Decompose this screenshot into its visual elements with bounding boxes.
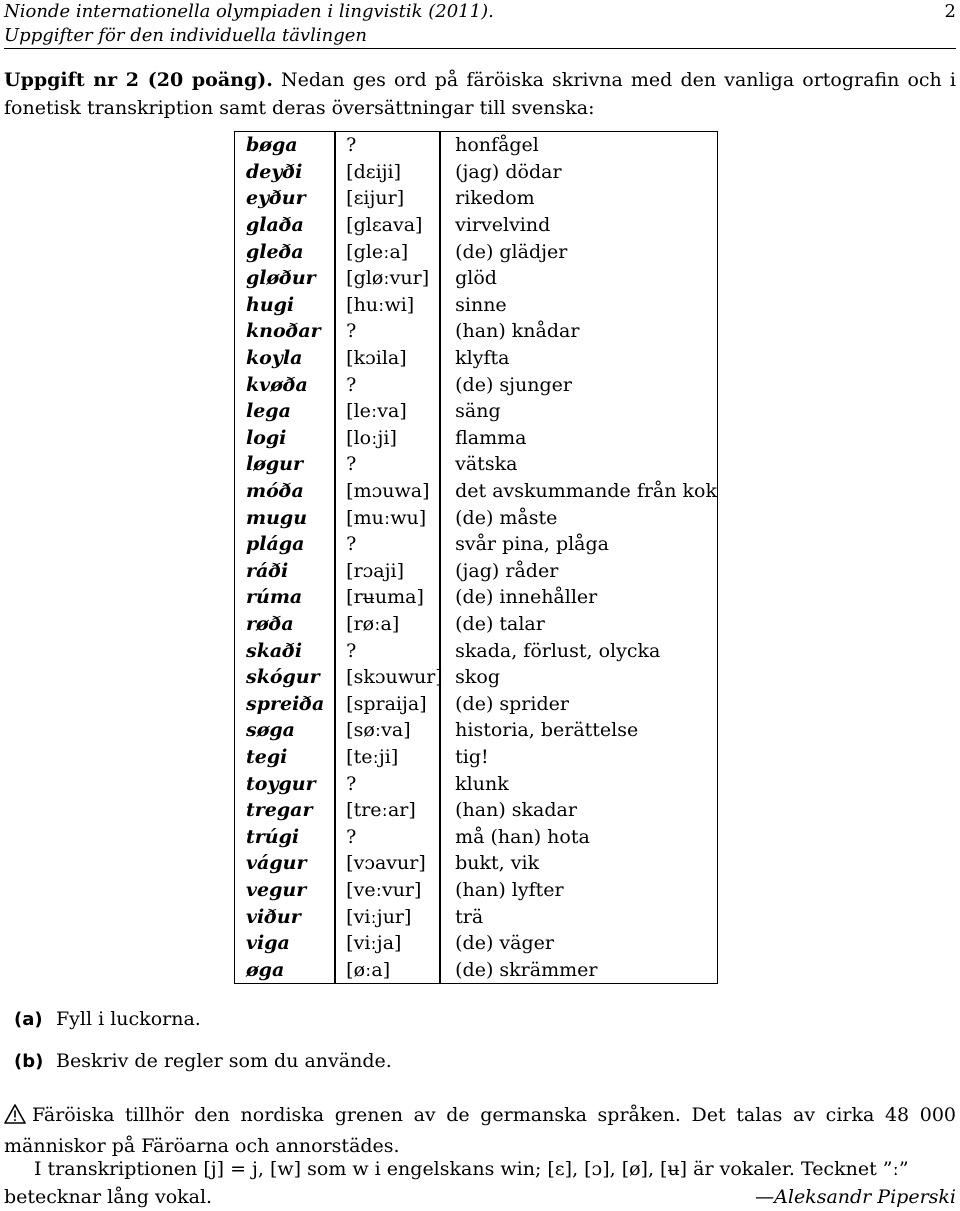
word-row bbox=[235, 185, 717, 212]
faroese-word: hugi bbox=[246, 293, 295, 316]
swedish-translation: (de) sprider bbox=[455, 692, 569, 715]
word-row bbox=[235, 212, 717, 239]
word-row bbox=[235, 584, 717, 611]
swedish-translation: rikedom bbox=[455, 187, 535, 210]
question-b-text: Beskriv de regler som du använde. bbox=[56, 1050, 392, 1072]
swedish-translation: säng bbox=[455, 400, 501, 423]
swedish-translation: må (han) hota bbox=[455, 825, 590, 848]
phonetic-transcription: [gleːa] bbox=[346, 240, 409, 263]
question-a-text: Fyll i luckorna. bbox=[56, 1008, 201, 1030]
faroese-word: bøga bbox=[246, 134, 298, 157]
swedish-translation: (de) talar bbox=[455, 612, 545, 635]
faroese-word: tregar bbox=[246, 799, 313, 822]
faroese-word: tegi bbox=[246, 745, 288, 768]
phonetic-transcription: [mɔuwa] bbox=[346, 480, 430, 503]
word-table-body bbox=[235, 132, 717, 983]
swedish-translation: (de) skrämmer bbox=[455, 958, 598, 981]
task-text: Nedan ges ord på färöiska skrivna med den vanliga ortografin och i fonetisk transkription samt deras översättningar till svenska: bbox=[4, 69, 956, 119]
task-intro bbox=[4, 66, 956, 122]
phonetic-transcription: [treːar] bbox=[346, 799, 416, 822]
phonetic-transcription: [kɔila] bbox=[346, 347, 407, 370]
phonetic-transcription: [muːwu] bbox=[346, 506, 427, 529]
faroese-word: lega bbox=[246, 400, 291, 423]
phonetic-transcription: [veːvur] bbox=[346, 878, 422, 901]
word-row bbox=[235, 717, 717, 744]
word-row bbox=[235, 611, 717, 638]
phonetic-transcription: ? bbox=[346, 134, 357, 157]
question-a bbox=[14, 1008, 201, 1030]
word-row bbox=[235, 531, 717, 558]
faroese-word: eyður bbox=[246, 187, 306, 210]
header-line-2: Uppgifter för den individuella tävlingen bbox=[4, 25, 367, 46]
swedish-translation: sinne bbox=[455, 293, 507, 316]
swedish-translation: (han) lyfter bbox=[455, 878, 564, 901]
phonetic-transcription: [spraija] bbox=[346, 692, 427, 715]
task-label: Uppgift nr 2 (20 poäng). bbox=[4, 69, 273, 91]
swedish-translation: flamma bbox=[455, 426, 527, 449]
header-divider bbox=[4, 48, 956, 49]
word-row bbox=[235, 877, 717, 904]
phonetic-transcription: [gløːvur] bbox=[346, 267, 430, 290]
phonetic-transcription: ? bbox=[346, 453, 357, 476]
word-row bbox=[235, 132, 717, 159]
word-row bbox=[235, 823, 717, 850]
faroese-word: skógur bbox=[246, 666, 320, 689]
faroese-word: logi bbox=[246, 426, 287, 449]
faroese-word: rúma bbox=[246, 586, 303, 609]
word-row bbox=[235, 398, 717, 425]
note-paragraph-1 bbox=[4, 1101, 956, 1160]
swedish-translation: det avskummande från kok bbox=[455, 480, 717, 503]
word-row bbox=[235, 797, 717, 824]
phonetic-transcription: [teːji] bbox=[346, 745, 399, 768]
phonetic-transcription: ? bbox=[346, 772, 357, 795]
word-row bbox=[235, 770, 717, 797]
faroese-word: móða bbox=[246, 480, 304, 503]
faroese-word: viður bbox=[246, 905, 301, 928]
swedish-translation: (jag) råder bbox=[455, 559, 559, 582]
word-row bbox=[235, 451, 717, 478]
phonetic-transcription: [ɛijur] bbox=[346, 187, 405, 210]
faroese-word: plága bbox=[246, 533, 305, 556]
word-row bbox=[235, 478, 717, 505]
phonetic-transcription: [rʉuma] bbox=[346, 586, 424, 609]
word-row bbox=[235, 744, 717, 771]
swedish-translation: klyfta bbox=[455, 347, 510, 370]
phonetic-transcription: ? bbox=[346, 825, 357, 848]
swedish-translation: historia, berättelse bbox=[455, 719, 639, 742]
phonetic-transcription: [røːa] bbox=[346, 612, 400, 635]
note-paragraph-2 bbox=[4, 1155, 956, 1211]
swedish-translation: bukt, vik bbox=[455, 852, 540, 875]
swedish-translation: honfågel bbox=[455, 134, 539, 157]
phonetic-transcription: [skɔuwur] bbox=[346, 666, 443, 689]
faroese-word: mugu bbox=[246, 506, 308, 529]
phonetic-transcription: [rɔaji] bbox=[346, 559, 405, 582]
phonetic-transcription: [viːjur] bbox=[346, 905, 412, 928]
word-row bbox=[235, 956, 717, 983]
word-row bbox=[235, 637, 717, 664]
swedish-translation: (de) glädjer bbox=[455, 240, 568, 263]
phonetic-transcription: ? bbox=[346, 320, 357, 343]
swedish-translation: (de) innehåller bbox=[455, 586, 598, 609]
phonetic-transcription: [loːji] bbox=[346, 426, 397, 449]
faroese-word: koyla bbox=[246, 347, 303, 370]
swedish-translation: (de) väger bbox=[455, 932, 554, 955]
word-row bbox=[235, 930, 717, 957]
word-row bbox=[235, 664, 717, 691]
question-b bbox=[14, 1050, 392, 1072]
word-table bbox=[234, 131, 718, 984]
faroese-word: spreiða bbox=[246, 692, 325, 715]
faroese-word: toygur bbox=[246, 772, 316, 795]
page-number: 2 bbox=[944, 1, 956, 22]
phonetic-transcription: [søːva] bbox=[346, 719, 411, 742]
warning-icon bbox=[4, 1104, 32, 1132]
author-signature: —Aleksandr Piperski bbox=[755, 1186, 956, 1208]
faroese-word: vágur bbox=[246, 852, 307, 875]
phonetic-transcription: [viːja] bbox=[346, 932, 402, 955]
phonetic-transcription: [leːva] bbox=[346, 400, 407, 423]
word-row bbox=[235, 850, 717, 877]
swedish-translation: (han) skadar bbox=[455, 799, 577, 822]
page-header bbox=[4, 0, 956, 48]
word-row bbox=[235, 690, 717, 717]
faroese-word: deyði bbox=[246, 160, 303, 183]
note-text-2: I transkriptionen [j] = j, [w] som w i engelskans win; [ɛ], [ɔ], [ø], [ʉ] är vokaler. Tecknet ”ː” betecknar lång vokal. bbox=[4, 1158, 909, 1208]
word-row bbox=[235, 159, 717, 186]
swedish-translation: tig! bbox=[455, 745, 489, 768]
faroese-word: røða bbox=[246, 612, 294, 635]
faroese-word: trúgi bbox=[246, 825, 300, 848]
word-row bbox=[235, 425, 717, 452]
word-row bbox=[235, 504, 717, 531]
phonetic-transcription: [dɛiji] bbox=[346, 160, 402, 183]
faroese-word: kvøða bbox=[246, 373, 308, 396]
phonetic-transcription: [huːwi] bbox=[346, 293, 415, 316]
phonetic-transcription: ? bbox=[346, 533, 357, 556]
swedish-translation: svår pina, plåga bbox=[455, 533, 609, 556]
faroese-word: vegur bbox=[246, 878, 307, 901]
faroese-word: gløður bbox=[246, 267, 316, 290]
phonetic-transcription: [vɔavur] bbox=[346, 852, 426, 875]
swedish-translation: skog bbox=[455, 666, 500, 689]
note-text-1: Färöiska tillhör den nordiska grenen av de germanska språken. Det talas av cirka 48 000 människor på Färöarna och annorstädes. bbox=[4, 1104, 956, 1157]
swedish-translation: (han) knådar bbox=[455, 320, 580, 343]
word-row bbox=[235, 345, 717, 372]
faroese-word: gleða bbox=[246, 240, 304, 263]
phonetic-transcription: [øːa] bbox=[346, 958, 391, 981]
phonetic-transcription: [glɛava] bbox=[346, 214, 423, 237]
faroese-word: søga bbox=[246, 719, 295, 742]
word-row bbox=[235, 903, 717, 930]
word-row bbox=[235, 318, 717, 345]
header-line-1: Nionde internationella olympiaden i lingvistik (2011). bbox=[4, 1, 494, 22]
word-row bbox=[235, 265, 717, 292]
swedish-translation: (de) måste bbox=[455, 506, 558, 529]
swedish-translation: vätska bbox=[455, 453, 518, 476]
faroese-word: skaði bbox=[246, 639, 303, 662]
word-row bbox=[235, 238, 717, 265]
question-a-label: (a) bbox=[14, 1009, 43, 1030]
question-b-label: (b) bbox=[14, 1051, 44, 1072]
swedish-translation: glöd bbox=[455, 267, 497, 290]
faroese-word: løgur bbox=[246, 453, 303, 476]
swedish-translation: klunk bbox=[455, 772, 509, 795]
phonetic-transcription: ? bbox=[346, 639, 357, 662]
faroese-word: knoðar bbox=[246, 320, 321, 343]
swedish-translation: (jag) dödar bbox=[455, 160, 562, 183]
word-row bbox=[235, 558, 717, 585]
swedish-translation: skada, förlust, olycka bbox=[455, 639, 661, 662]
faroese-word: ráði bbox=[246, 559, 289, 582]
phonetic-transcription: ? bbox=[346, 373, 357, 396]
swedish-translation: (de) sjunger bbox=[455, 373, 573, 396]
word-row bbox=[235, 292, 717, 319]
faroese-word: øga bbox=[246, 958, 285, 981]
faroese-word: glaða bbox=[246, 214, 304, 237]
faroese-word: viga bbox=[246, 932, 290, 955]
swedish-translation: trä bbox=[455, 905, 484, 928]
swedish-translation: virvelvind bbox=[455, 214, 551, 237]
word-row bbox=[235, 371, 717, 398]
